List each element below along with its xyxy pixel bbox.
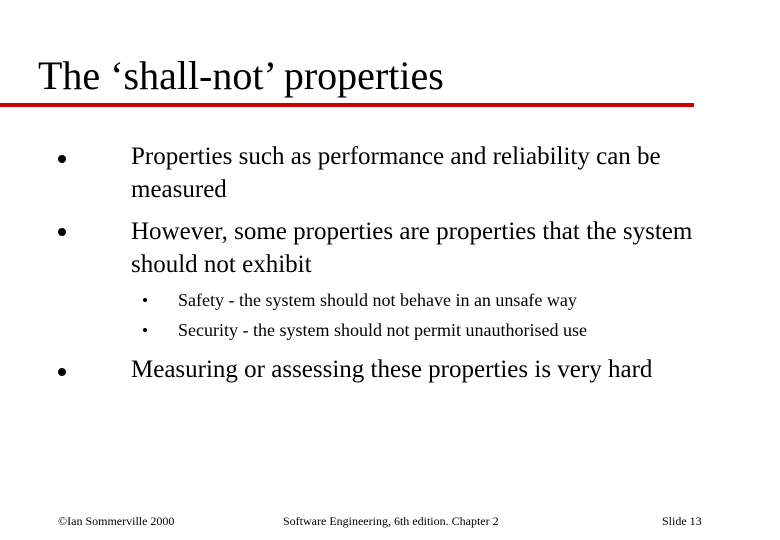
footer-copyright: ©Ian Sommerville 2000 <box>58 514 175 528</box>
bullet-dot-2 <box>58 228 66 236</box>
sub-bullet-dot-1 <box>143 298 147 302</box>
sub-bullet-dot-2 <box>143 328 147 332</box>
bullet-dot-3 <box>58 368 66 376</box>
slide-title: The ‘shall-not’ properties <box>38 53 444 98</box>
footer-slide-number: Slide 13 <box>662 514 702 528</box>
title-underline <box>0 103 694 107</box>
footer-book: Software Engineering, 6th edition. Chapter 2 <box>283 514 499 528</box>
bullet-3: Measuring or assessing these properties is very hard <box>131 356 653 383</box>
bullet-dot-1 <box>58 155 66 163</box>
sub-bullet-1: Safety - the system should not behave in an unsafe way <box>178 290 577 310</box>
sub-bullet-2: Security - the system should not permit unauthorised use <box>178 320 587 340</box>
bullet-2: However, some properties are properties that the system should not exhibit <box>131 218 693 278</box>
bullet-1: Properties such as performance and reliability can be measured <box>131 143 661 203</box>
